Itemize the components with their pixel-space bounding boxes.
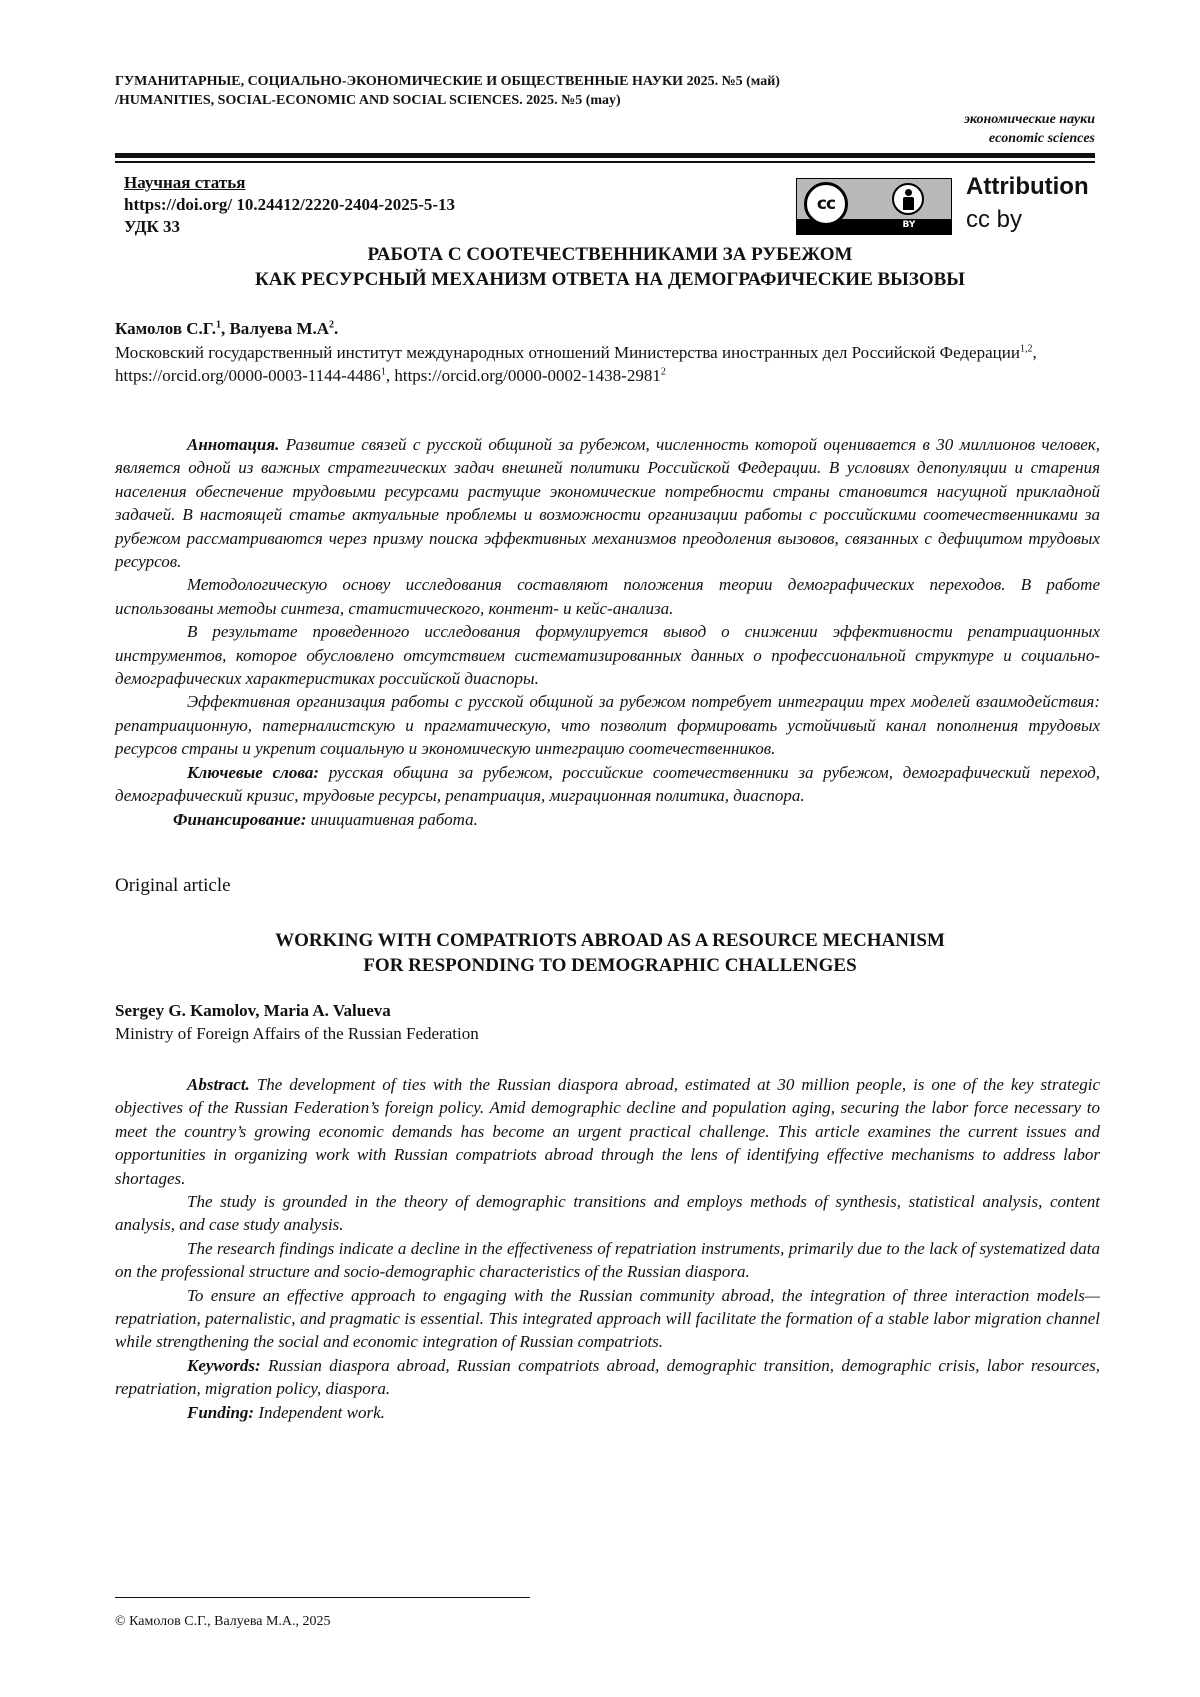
keywords-en xyxy=(115,1354,1100,1401)
license-subtitle: cc by xyxy=(966,206,1023,233)
funding-ru-label: Финансирование: xyxy=(173,809,307,829)
funding-en-text: Independent work. xyxy=(258,1402,385,1422)
abstract-en-label: Abstract. xyxy=(187,1075,250,1094)
orcid-1-link[interactable]: https://orcid.org/0000-0003-1144-4486 xyxy=(115,366,381,385)
article-type-en: Original article xyxy=(115,875,231,896)
abstract-ru-p2: Методологическую основу исследования составляют положения теории демографических переходов. В работе использованы методы синтеза, статистического, контент- и кейс-анализа. xyxy=(115,575,1100,618)
keywords-ru-label: Ключевые слова: xyxy=(187,762,319,782)
keywords-ru xyxy=(115,761,1100,808)
abstract-en xyxy=(115,1073,1100,1424)
abstract-ru-p1-text: Развитие связей с русской общиной за рубежом, численность которой оценивается в 30 миллионов человек, является одной из важных стратегических задач внешней политики Российской Федерации. В условиях депопуляции и старения населения обеспечение трудовыми ресурсами растущие экономические потребности страны становится насущной прикладной задачей. В настоящей статье актуальные проблемы и возможности организации работы с российскими соотечественниками за рубежом рассматриваются через призму поиска эффективных механизмов преодоления вызовов, связанных с дефицитом трудовых ресурсов. xyxy=(115,435,1101,572)
abstract-en-p1 xyxy=(115,1073,1100,1190)
affiliation-en: Ministry of Foreign Affairs of the Russian Federation xyxy=(115,1024,479,1043)
abstract-en-p1-text: The development of ties with the Russian diaspora abroad, estimated at 30 million people, is one of the key strategic objectives of the Russian Federation’s foreign policy. Amid demographic decline and population aging, securing the labor force necessary to meet the country’s growing economic demands has become an urgent practical challenge. This article examines the current issues and opportunities in organizing work with Russian compatriots abroad through the lens of identifying effective mechanisms to address labor shortages. xyxy=(115,1075,1101,1188)
copyright-notice: © Камолов С.Г., Валуева М.А., 2025 xyxy=(115,1614,331,1629)
author-2-ru: Валуева М.А xyxy=(229,319,330,338)
funding-en-label: Funding: xyxy=(187,1402,255,1422)
title-en-line1: WORKING WITH COMPATRIOTS ABROAD AS A RESOURCE MECHANISM xyxy=(275,930,945,951)
article-type-ru: Научная статья xyxy=(124,173,246,192)
authors-en: Sergey G. Kamolov, Maria A. Valueva xyxy=(115,1001,391,1020)
cc-license-badge[interactable] xyxy=(796,178,952,235)
by-person-icon xyxy=(892,183,924,215)
keywords-ru-text: русская община за рубежом, российские соотечественники за рубежом, демографический переход, демографический кризис, трудовые ресурсы, репатриация, миграционная политика, диаспора. xyxy=(115,762,1100,806)
keywords-en-text: Russian diaspora abroad, Russian compatriots abroad, demographic transition, demographic crisis, labor resources, repatriation, migration policy, diaspora. xyxy=(115,1355,1100,1399)
by-label: BY xyxy=(902,220,916,230)
affiliation-sup: 1,2 xyxy=(1019,343,1033,355)
header-rule-thick xyxy=(115,153,1095,158)
abstract-ru xyxy=(115,433,1100,831)
udk-code: УДК 33 xyxy=(124,217,181,236)
section-ru: экономические науки xyxy=(964,112,1095,127)
abstract-en-p4: To ensure an effective approach to engaging with the Russian community abroad, the integration of three interaction models—repatriation, paternalistic, and pragmatic is essential. This integrated approach will facilitate the formation of a stable labor migration channel while strengthening the social and economic integration of Russian compatriots. xyxy=(115,1285,1100,1352)
author-separator: , xyxy=(220,319,230,338)
title-ru xyxy=(115,242,1105,292)
title-ru-line2: КАК РЕСУРСНЫЙ МЕХАНИЗМ ОТВЕТА НА ДЕМОГРАФИЧЕСКИЕ ВЫЗОВЫ xyxy=(255,269,965,290)
abstract-ru-label: Аннотация. xyxy=(187,435,280,454)
orcid-2-link[interactable]: https://orcid.org/0000-0002-1438-2981 xyxy=(394,366,661,385)
author-end: . xyxy=(334,319,339,338)
by-person-head xyxy=(905,189,912,196)
abstract-en-p3: The research findings indicate a decline in the effectiveness of repatriation instruments, primarily due to the lack of systematized data on the professional structure and socio-demographic characteristics of the Russian diaspora. xyxy=(115,1238,1100,1282)
by-person-body xyxy=(903,197,914,210)
abstract-en-p2: The study is grounded in the theory of demographic transitions and employs methods of synthesis, statistical analysis, content analysis, and case study analysis. xyxy=(115,1192,1100,1235)
funding-ru-text: инициативная работа. xyxy=(310,809,478,829)
license-title: Attribution xyxy=(966,173,1089,200)
orcid-2-sup: 2 xyxy=(660,366,666,378)
section-en: economic sciences xyxy=(988,131,1095,146)
keywords-en-label: Keywords: xyxy=(187,1355,261,1375)
footnote-rule xyxy=(115,1597,530,1598)
journal-header xyxy=(115,72,1095,110)
journal-title-ru: ГУМАНИТАРНЫЕ, СОЦИАЛЬНО-ЭКОНОМИЧЕСКИЕ И ОБЩЕСТВЕННЫЕ НАУКИ 2025. №5 (май) xyxy=(115,74,780,89)
author-1-sup: 1 xyxy=(215,319,221,331)
header-rule-thin xyxy=(115,161,1095,163)
authors-ru xyxy=(115,318,338,340)
orcid-1-sup: 1 xyxy=(380,366,386,378)
title-en xyxy=(115,928,1105,978)
author-2-sup: 2 xyxy=(329,319,335,331)
funding-en xyxy=(115,1401,1100,1424)
affiliation-ru-text: Московский государственный институт международных отношений Министерства иностранных дел Российской Федерации xyxy=(115,343,1020,362)
section-tag xyxy=(964,110,1095,148)
journal-title-en: /HUMANITIES, SOCIAL-ECONOMIC AND SOCIAL SCIENCES. 2025. №5 (may) xyxy=(115,93,621,108)
title-en-line2: FOR RESPONDING TO DEMOGRAPHIC CHALLENGES xyxy=(363,955,857,976)
doi-link[interactable]: https://doi.org/ 10.24412/2220-2404-2025-5-13 xyxy=(124,195,456,214)
abstract-ru-p1 xyxy=(115,433,1100,573)
abstract-ru-p4: Эффективная организация работы с русской общиной за рубежом потребует интеграции трех моделей взаимодействия: репатриационную, патерналистскую и прагматическую, что позволит формировать устойчивый канал пополнения трудовых ресурсов страны и укрепит социальную и экономическую интеграцию соотечественников. xyxy=(115,692,1100,759)
article-meta xyxy=(124,172,455,238)
cc-icon: cc xyxy=(804,182,848,226)
funding-ru xyxy=(115,808,1100,831)
abstract-ru-p3: В результате проведенного исследования формулируется вывод о снижении эффективности репатриационных инструментов, которое обусловлено отсутствием систематизированных данных о профессиональной структуре и социально-демографических характеристиках российской диаспоры. xyxy=(115,622,1100,689)
affiliation-ru: Московский государственный институт международных отношений Министерства иностранных дел Российской Федерации$^{1,2}$, https://orcid.org/0000-0003-1144-4486$^1$, https://orcid.org/0000-0002-1438-2981$^2$ xyxy=(115,343,1037,385)
title-ru-line1: РАБОТА С СООТЕЧЕСТВЕННИКАМИ ЗА РУБЕЖОМ xyxy=(367,244,853,265)
author-1-ru: Камолов С.Г. xyxy=(115,319,216,338)
